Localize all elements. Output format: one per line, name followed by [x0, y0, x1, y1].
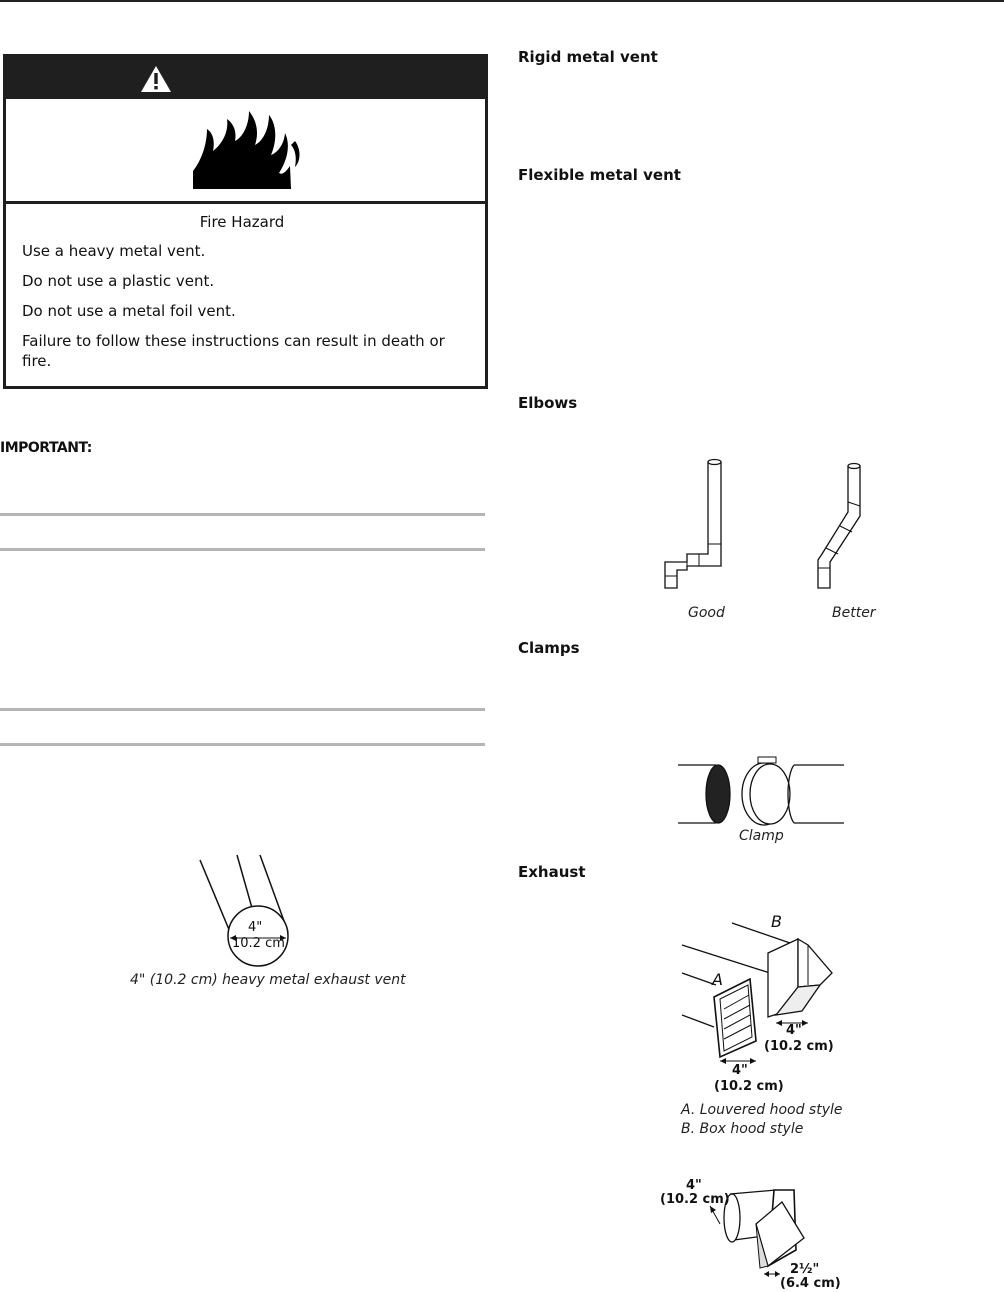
exhaust-caption-b: B. Box hood style: [681, 1121, 804, 1137]
elbow-good-caption: Good: [688, 605, 725, 621]
exhaust-dim-b-in: 4": [786, 1023, 802, 1038]
warning-triangle-icon: [139, 64, 173, 94]
vent-caption: 4" (10.2 cm) heavy metal exhaust vent: [130, 972, 406, 988]
clamp-caption: Clamp: [739, 828, 784, 844]
vent-dim-cm: 10.2 cm: [232, 936, 285, 951]
elbow-better-caption: Better: [832, 605, 876, 621]
hood-dim2-cm: (6.4 cm): [780, 1276, 841, 1291]
exhaust-label-a: A: [712, 970, 723, 989]
fire-icon: [191, 111, 301, 191]
exhaust-label-b: B: [771, 912, 782, 931]
warning-line: Failure to follow these instructions can result in death or fire.: [22, 332, 445, 370]
warning-text: [22, 213, 462, 381]
warning-title: Fire Hazard: [199, 213, 285, 231]
heading-rigid-vent: Rigid metal vent: [518, 48, 658, 66]
heading-clamps: Clamps: [518, 639, 580, 657]
exhaust-dim-b-cm: (10.2 cm): [764, 1039, 834, 1054]
warning-header: [6, 57, 485, 99]
section-rule: [0, 548, 485, 551]
hood-dim-in: 4": [686, 1178, 702, 1193]
exhaust-dim-a-cm: (10.2 cm): [714, 1079, 784, 1094]
warning-box: [3, 54, 488, 389]
important-label: IMPORTANT:: [0, 440, 92, 456]
elbow-better-figure: [812, 462, 872, 592]
section-rule: [0, 708, 485, 711]
warning-line: Use a heavy metal vent.: [22, 242, 206, 260]
fire-panel: [6, 99, 485, 204]
vent-dim-in: 4": [248, 920, 263, 935]
exhaust-caption-a: A. Louvered hood style: [681, 1102, 843, 1118]
elbow-good-figure: [655, 458, 735, 590]
heading-flexible-vent: Flexible metal vent: [518, 166, 681, 184]
warning-line: Do not use a metal foil vent.: [22, 302, 236, 320]
section-rule: [0, 513, 485, 516]
clamp-figure: [676, 755, 846, 827]
section-rule: [0, 743, 485, 746]
exhaust-dim-a-in: 4": [732, 1063, 748, 1078]
warning-line: Do not use a plastic vent.: [22, 272, 215, 290]
hood-dim2-in: 2½": [790, 1262, 820, 1277]
heading-exhaust: Exhaust: [518, 863, 586, 881]
heading-elbows: Elbows: [518, 394, 578, 412]
hood-dim-cm: (10.2 cm): [660, 1192, 730, 1207]
top-rule: [0, 0, 1004, 2]
